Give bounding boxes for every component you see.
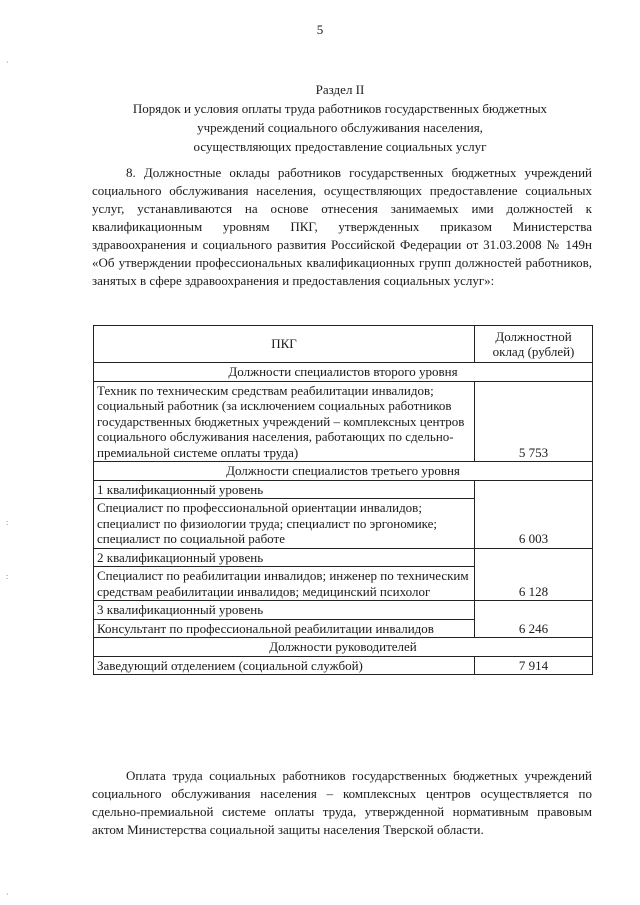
outro-paragraph [92, 767, 592, 839]
group-title: Должности руководителей [94, 638, 593, 657]
outro-paragraph-text: Оплата труда социальных работников государственных бюджетных учреждений социального обслуживания населения – комплексных центров осуществляется по сдельно-премиальной системе оплаты труда, утвержденной нормативным правовым актом Министерства социальной защиты населения Тверской области. [92, 768, 592, 837]
table-row [94, 656, 593, 675]
margin-tick: · [6, 58, 9, 67]
group-title-row [94, 638, 593, 657]
header-pkg: ПКГ [94, 326, 475, 363]
salary-cell: 6 246 [475, 601, 593, 638]
salary-cell: 5 753 [475, 381, 593, 462]
salary-cell: 7 914 [475, 656, 593, 675]
salary-cell: 6 003 [475, 480, 593, 548]
position-cell: Заведующий отделением (социальной службой) [94, 656, 475, 675]
salary-cell: 6 128 [475, 548, 593, 601]
position-cell: Техник по техническим средствам реабилитации инвалидов; социальный работник (за исключением социальных работников государственных бюджетных учреждений – комплексных центров социального обслуживания населения, работающих по сдельно-премиальной системе оплаты труда) [94, 381, 475, 462]
level-cell: 2 квалификационный уровень [94, 548, 475, 567]
table-row [94, 381, 593, 462]
margin-tick: · [6, 890, 9, 899]
section-title-line: осуществляющих предоставление социальных услуг [193, 139, 487, 154]
section-title-line: учреждений социального обслуживания населения, [197, 120, 483, 135]
group-title: Должности специалистов третьего уровня [94, 462, 593, 481]
section-heading [60, 80, 620, 156]
intro-paragraph-text: 8. Должностные оклады работников государственных бюджетных учреждений социального обслуживания населения, осуществляющих предоставление социальных услуг, устанавливаются на основе отнесения занимаемых ими должностей к квалификационным уровням ПКГ, утвержденных приказом Министерства здравоохранения и социального развития Российской Федерации от 31.03.2008 № 149н «Об утверждении профессиональных квалификационных групп должностей работников, занятых в сфере здравоохранения и предоставления социальных услуг»: [92, 165, 592, 288]
margin-tick: : [6, 572, 9, 581]
margin-tick: : [6, 518, 9, 527]
level-cell: 1 квалификационный уровень [94, 480, 475, 499]
group-title-row [94, 462, 593, 481]
table-header-row [94, 326, 593, 363]
salary-table [93, 325, 593, 675]
header-salary: Должностной оклад (рублей) [475, 326, 593, 363]
position-cell: Специалист по профессиональной ориентации инвалидов; специалист по физиологии труда; специалист по эргономике; специалист по социальной работе [94, 499, 475, 549]
section-title-line: Порядок и условия оплаты труда работников государственных бюджетных [132, 101, 548, 116]
position-cell: Консультант по профессиональной реабилитации инвалидов [94, 619, 475, 638]
group-title-row [94, 363, 593, 382]
section-label: Раздел II [315, 82, 365, 97]
level-row [94, 601, 593, 620]
group-title: Должности специалистов второго уровня [94, 363, 593, 382]
position-cell: Специалист по реабилитации инвалидов; инженер по техническим средствам реабилитации инвалидов; медицинский психолог [94, 567, 475, 601]
page-number: 5 [316, 22, 324, 37]
intro-paragraph [92, 164, 592, 290]
level-row [94, 548, 593, 567]
level-cell: 3 квалификационный уровень [94, 601, 475, 620]
level-row [94, 480, 593, 499]
